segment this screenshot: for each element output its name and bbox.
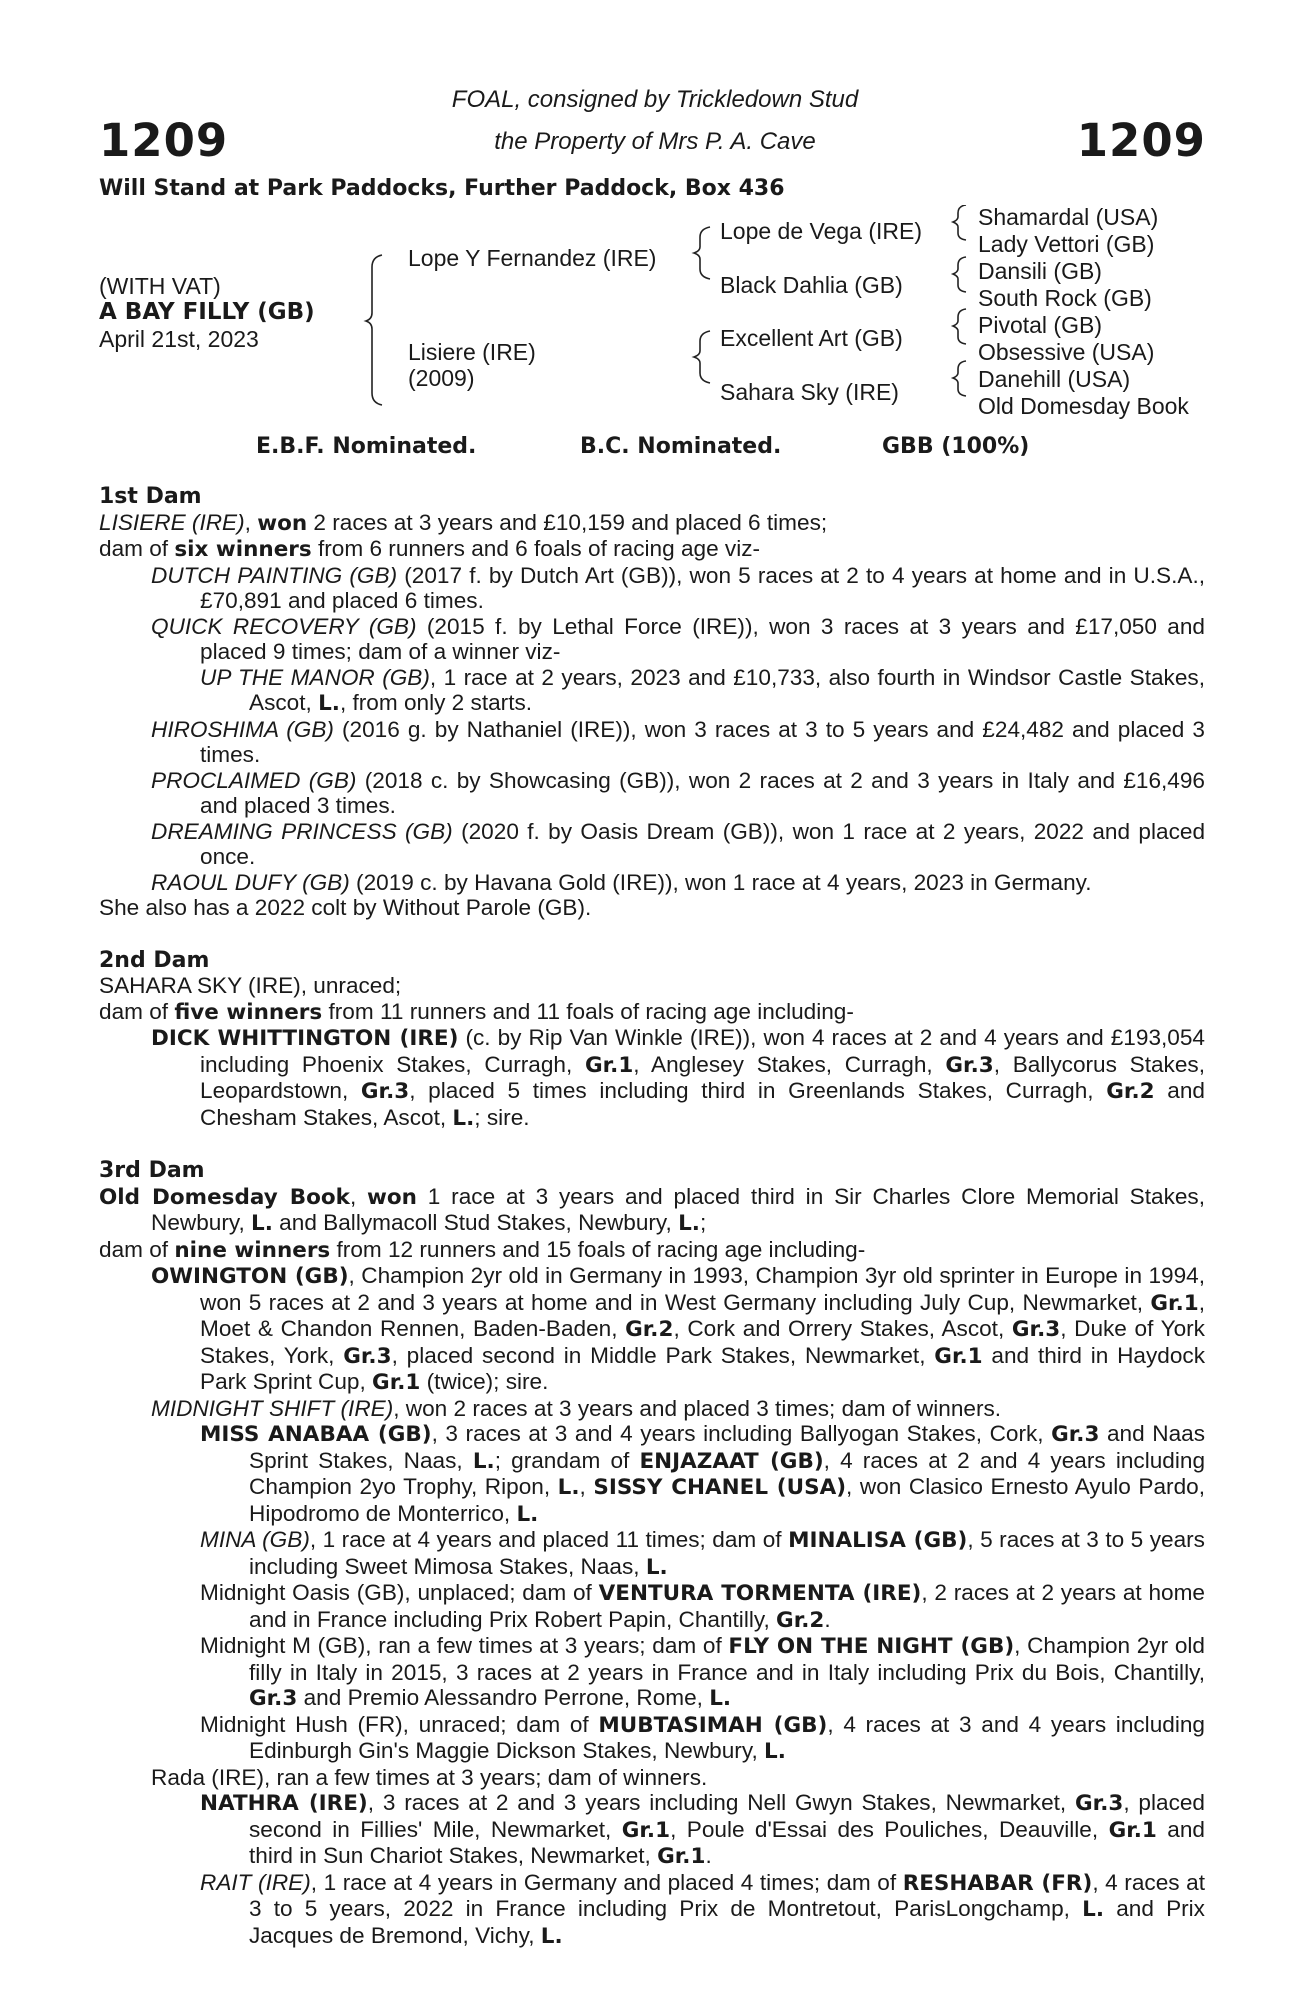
- third-dam-heading: 3rd Dam: [99, 1158, 205, 1183]
- ped-ssd: Lady Vettori (GB): [978, 231, 1155, 257]
- dam-dam: Sahara Sky (IRE): [720, 379, 899, 405]
- produce-entry: HIROSHIMA (GB) (2016 g. by Nathaniel (IRE)), won 3 races at 3 to 5 years and £24,482 and placed 3 times.: [151, 716, 1205, 767]
- produce-entry: MISS ANABAA (GB), 3 races at 3 and 4 years including Ballyogan Stakes, Cork, Gr.3 and Naas Sprint Stakes, Naas, L.; grandam of ENJAZAAT (GB), 4 races at 2 and 4 years including Champion 2yo Trophy, Ripon, L., SISSY CHANEL (USA), won Clasico Ernesto Ayulo Pardo, Hipodromo de Monterrico, L.: [200, 1421, 1206, 1527]
- ped-dsd: Obsessive (USA): [978, 339, 1155, 365]
- sire-dam: Black Dahlia (GB): [720, 272, 903, 298]
- produce-entry: PROCLAIMED (GB) (2018 c. by Showcasing (GB)), won 2 races at 2 and 3 years in Italy and £16,496 and placed 3 times.: [151, 767, 1206, 818]
- third-dam-intro: Old Domesday Book, won 1 race at 3 years and placed third in Sir Charles Clore Memorial Stakes, Newbury, L. and Ballymacoll Stud Stakes, Newbury, L.;: [99, 1183, 1206, 1236]
- produce-entry: RAIT (IRE), 1 race at 4 years in Germany and placed 4 times; dam of RESHABAR (FR), 4 races at 3 to 5 years, 2022 in France including Prix de Montretout, ParisLongchamp, L. and Prix Jacques de Bremond, Vichy, L.: [200, 1869, 1205, 1949]
- ebf-nomination: E.B.F. Nominated.: [256, 434, 477, 459]
- third-dam-produce-summary: dam of nine winners from 12 runners and 15 foals of racing age including-: [99, 1236, 866, 1263]
- gbb-status: GBB (100%): [882, 434, 1030, 459]
- first-dam-also: She also has a 2022 colt by Without Parole (GB).: [99, 895, 592, 920]
- produce-entry: UP THE MANOR (GB), 1 race at 2 years, 2023 and £10,733, also fourth in Windsor Castle Stakes, Ascot, L., from only 2 starts.: [200, 664, 1205, 716]
- property-line: the Property of Mrs P. A. Cave: [494, 128, 816, 155]
- second-dam-intro: SAHARA SKY (IRE), unraced;: [99, 973, 402, 998]
- dam-notes: [99, 483, 1205, 1949]
- first-dam-produce-summary: dam of six winners from 6 runners and 6 foals of racing age viz-: [99, 536, 761, 562]
- produce-entry: MINA (GB), 1 race at 4 years and placed 11 times; dam of MINALISA (GB), 5 races at 3 to 5 years including Sweet Mimosa Stakes, Naas, L.: [200, 1527, 1205, 1580]
- ped-ddd: Old Domesday Book: [978, 393, 1189, 419]
- produce-entry: RAOUL DUFY (GB) (2019 c. by Havana Gold (IRE)), won 1 race at 4 years, 2023 in Germany.: [151, 869, 1092, 895]
- produce-entry: OWINGTON (GB), Champion 2yr old in Germany in 1993, Champion 3yr old sprinter in Europe in 1994, won 5 races at 2 and 3 years at home and in West Germany including July Cup, Newmarket, Gr.1, Moet & Chandon Rennen, Baden-Baden, Gr.2, Cork and Orrery Stakes, Ascot, Gr.3, Duke of York Stakes, York, Gr.3, placed second in Middle Park Stakes, Newmarket, Gr.1 and third in Haydock Park Sprint Cup, Gr.1 (twice); sire.: [151, 1263, 1206, 1395]
- ped-sss: Shamardal (USA): [978, 204, 1159, 230]
- ped-sdd: South Rock (GB): [978, 285, 1152, 311]
- ped-sds: Dansili (GB): [978, 258, 1102, 284]
- foaling-date: April 21st, 2023: [99, 326, 259, 352]
- produce-entry: Midnight M (GB), ran a few times at 3 years; dam of FLY ON THE NIGHT (GB), Champion 2yr old filly in Italy in 2015, 3 races at 2 years in France and in Italy including Prix du Bois, Chantilly, Gr.3 and Premio Alessandro Perrone, Rome, L.: [200, 1633, 1205, 1711]
- bc-nomination: B.C. Nominated.: [580, 434, 782, 459]
- lot-number-left: 1209: [99, 114, 229, 167]
- second-dam-produce-summary: dam of five winners from 11 runners and 11 foals of racing age including-: [99, 998, 854, 1025]
- produce-entry: NATHRA (IRE), 3 races at 2 and 3 years including Nell Gwyn Stakes, Newmarket, Gr.3, placed second in Fillies' Mile, Newmarket, Gr.1, Poule d'Essai des Pouliches, Deauville, Gr.1 and third in Sun Chariot Stakes, Newmarket, Gr.1.: [200, 1790, 1205, 1869]
- lot-number-right: 1209: [1076, 114, 1206, 167]
- stand-location: Will Stand at Park Paddocks, Further Paddock, Box 436: [99, 176, 785, 201]
- ped-dds: Danehill (USA): [978, 366, 1131, 392]
- sire-name: Lope Y Fernandez (IRE): [408, 245, 657, 271]
- dam-name: Lisiere (IRE): [408, 339, 536, 365]
- dam-sire: Excellent Art (GB): [720, 325, 903, 351]
- second-dam-heading: 2nd Dam: [99, 947, 210, 973]
- sire-sire: Lope de Vega (IRE): [720, 218, 923, 244]
- produce-entry: QUICK RECOVERY (GB) (2015 f. by Lethal Force (IRE)), won 3 races at 3 years and £17,050 and placed 9 times; dam of a winner viz-: [151, 613, 1205, 664]
- produce-entry: DUTCH PAINTING (GB) (2017 f. by Dutch Art (GB)), won 5 races at 2 to 4 years at home and in U.S.A., £70,891 and placed 6 times.: [151, 562, 1205, 613]
- lot-title: A BAY FILLY (GB): [99, 299, 315, 325]
- produce-entry: DICK WHITTINGTON (IRE) (c. by Rip Van Winkle (IRE)), won 4 races at 2 and 4 years and £193,054 including Phoenix Stakes, Curragh, Gr.1, Anglesey Stakes, Curragh, Gr.3, Ballycorus Stakes, Leopardstown, Gr.3, placed 5 times including third in Greenlands Stakes, Curragh, Gr.2 and Chesham Stakes, Ascot, L.; sire.: [151, 1025, 1205, 1131]
- produce-entry: MIDNIGHT SHIFT (IRE), won 2 races at 3 years and placed 3 times; dam of winners.: [151, 1395, 1002, 1421]
- produce-entry: Rada (IRE), ran a few times at 3 years; dam of winners.: [151, 1764, 708, 1790]
- produce-entry: DREAMING PRINCESS (GB) (2020 f. by Oasis Dream (GB)), won 1 race at 2 years, 2022 and placed once.: [151, 818, 1206, 869]
- produce-entry: Midnight Oasis (GB), unplaced; dam of VENTURA TORMENTA (IRE), 2 races at 2 years at home and in France including Prix Robert Papin, Chantilly, Gr.2.: [200, 1580, 1205, 1633]
- vat-note: (WITH VAT): [99, 273, 221, 299]
- first-dam-intro: LISIERE (IRE), won 2 races at 3 years and £10,159 and placed 6 times;: [99, 509, 828, 536]
- produce-entry: Midnight Hush (FR), unraced; dam of MUBTASIMAH (GB), 4 races at 3 and 4 years including Edinburgh Gin's Maggie Dickson Stakes, Newbury, L.: [200, 1711, 1205, 1764]
- first-dam-heading: 1st Dam: [99, 484, 202, 509]
- consignor-line: FOAL, consigned by Trickledown Stud: [451, 86, 859, 113]
- ped-dss: Pivotal (GB): [978, 312, 1102, 338]
- dam-year: (2009): [408, 365, 475, 391]
